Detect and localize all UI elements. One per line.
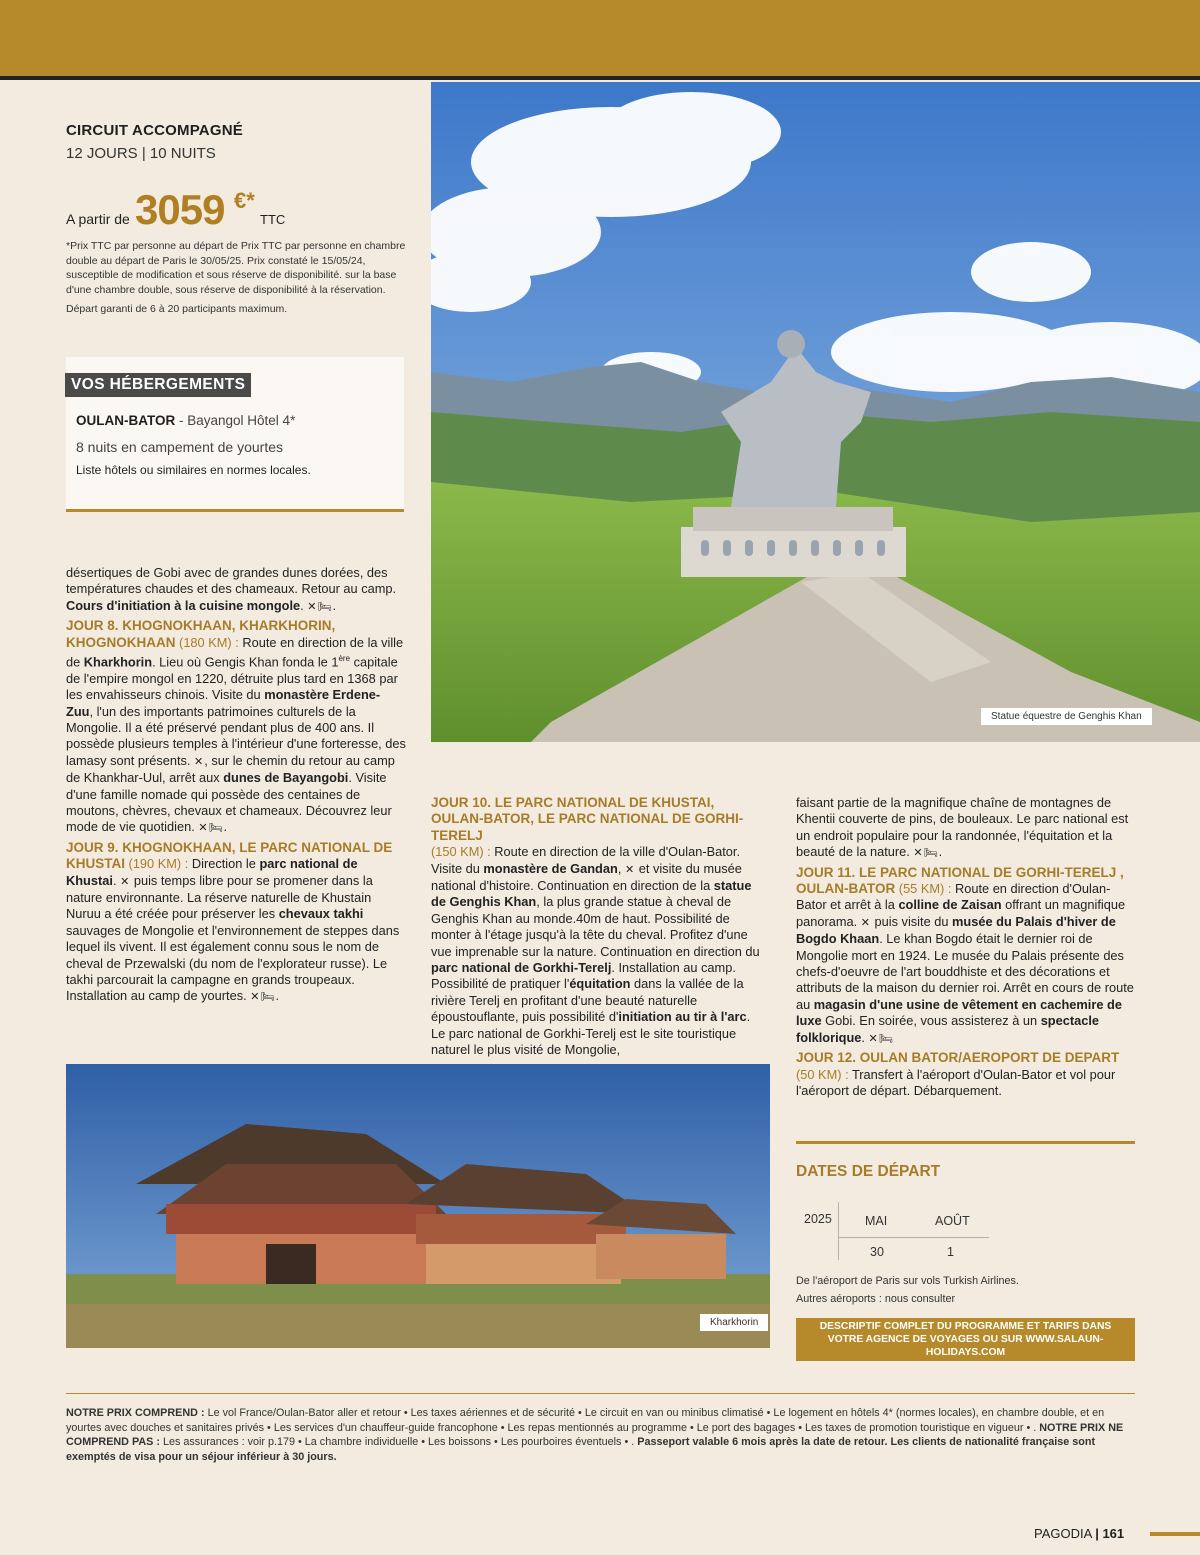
day10-heading: JOUR 10. LE PARC NATIONAL DE KHUSTAI, OULAN-BATOR, LE PARC NATIONAL DE GORHI-TERELJ	[431, 795, 744, 843]
bed-icon: 🛏	[923, 847, 939, 860]
text-run: . Le parc national de Gorkhi-Terelj est le site touristique naturel le plus visité de Mongolie,	[431, 1009, 751, 1058]
price-suffix: TTC	[260, 212, 286, 227]
text-run: , la plus grande statue à cheval de Genghis Khan au monde.40m de haut. Possibilité de monter à l'étage jusqu'à la tête du cheval. Profitez d'une vue imprenable sur la nature. Continuation en direction du	[431, 894, 760, 959]
dates-heading: DATES DE DÉPART	[796, 1163, 941, 1180]
meal-icon: ✕	[120, 875, 131, 888]
meal-icon: ✕	[307, 600, 318, 613]
text-run: Route en direction d'Oulan-Bator et arrêt à la	[796, 881, 1111, 913]
text-run: et visite du musée national d'histoire. Continuation en direction de la	[431, 860, 742, 894]
column-1	[66, 565, 406, 1006]
text-bold: chevaux takhi	[278, 906, 364, 922]
kharkhorin-caption: Kharkhorin	[700, 1314, 768, 1331]
day12-heading: JOUR 12. OULAN BATOR/AEROPORT DE DEPART	[796, 1050, 1120, 1066]
day12-paragraph	[796, 1050, 1135, 1099]
price-conditions	[66, 1406, 1135, 1464]
meal-icon: ✕	[868, 1032, 879, 1045]
text-run: puis visite du	[870, 913, 953, 929]
hebergements-note: Liste hôtels ou similaires en normes locales.	[76, 463, 311, 477]
day9-heading: JOUR 9. KHOGNOKHAAN, LE PARC NATIONAL DE KHUSTAI	[66, 839, 393, 872]
folio-brand: PAGODIA	[1034, 1526, 1092, 1541]
folio-separator: |	[1095, 1526, 1099, 1541]
text-bold: spectacle folklorique	[796, 1013, 1100, 1045]
text-run: faisant partie de la magnifique chaîne de montagnes de Khentii couverte de pins, de bouleaux. Le parc national est un endroit populaire pour la randonnée, l'équitation et la beauté de la nature.	[796, 795, 1129, 860]
column-3	[796, 795, 1135, 1099]
day11-paragraph	[796, 865, 1135, 1047]
dates-rule	[796, 1141, 1135, 1144]
dates-month-1: MAI	[865, 1214, 888, 1228]
agency-line-1: DESCRIPTIF COMPLET DU PROGRAMME ET TARIFS DANS	[819, 1321, 1112, 1332]
text-bold: monastère Erdene-Zuu	[66, 687, 381, 719]
text-run: Route en direction de la ville de	[66, 634, 404, 670]
folio	[1034, 1526, 1124, 1541]
circuit-duration: 12 JOURS | 10 NUITS	[66, 145, 216, 162]
page-number: 161	[1102, 1526, 1125, 1541]
text-run: , sur le chemin du retour au camp de Khankhar-Uul, arrêt aux	[66, 752, 395, 786]
dates-month-2: AOÛT	[935, 1214, 970, 1228]
hebergements-hotel-name: - Bayangol Hôtel 4*	[175, 413, 296, 428]
agency-line-2: VOTRE AGENCE DE VOYAGES OU SUR WWW.SALAUN-HOLIDAYS.COM	[827, 1334, 1104, 1358]
price-currency: €*	[234, 188, 255, 213]
text-bold: dunes de Bayangobi	[223, 770, 349, 786]
meal-icon: ✕	[860, 916, 871, 929]
text-run: . Installation au camp. Possibilité de pratiquer l'	[431, 960, 736, 992]
hebergements-city: OULAN-BATOR	[76, 413, 176, 428]
price-note: *Prix TTC par personne au départ de Prix TTC par personne en chambre double au départ de Paris le 30/05/25. Prix constaté le 15/05/24, susceptible de modification et sous réserve de disponibilité. sur la base d'une chambre double, sous réserve de disponibilité à la réservation.	[66, 240, 406, 296]
text-run: Direction le	[191, 856, 260, 872]
day12-distance: (50 KM) :	[796, 1066, 852, 1082]
text-bold: parc national de Khustai	[66, 856, 358, 888]
statue-photo	[431, 82, 1200, 742]
text-bold: monastère de Gandan	[483, 860, 618, 876]
dates-year: 2025	[804, 1212, 832, 1226]
text-run: offrant un magnifique panorama.	[796, 897, 1126, 929]
text-run: Transfert à l'aéroport d'Oulan-Bator et vol pour l'aéroport de départ. Débarquement.	[796, 1066, 1116, 1098]
text-run: .	[112, 872, 121, 888]
dates-day-2: 1	[947, 1245, 954, 1259]
passport-note: Passeport valable 6 mois après la date de retour. Les clients de nationalité française sont exemptés de visa pour un séjour inférieur à 30 jours.	[66, 1436, 1096, 1463]
day8-distance: (180 KM) :	[175, 634, 243, 650]
text-bold: équitation	[569, 976, 631, 992]
price-block	[66, 186, 396, 232]
text-run: . Le khan Bogdo était le dernier roi de Mongolie mort en 1924. Le musée du Palais présente des chefs-d'oeuvre de l'art bouddhiste et des décorations et attributs de la maison du dernier roi. Arrêt en cours de route au	[796, 931, 1134, 1012]
agency-banner	[796, 1318, 1135, 1361]
statue-caption: Statue équestre de Genghis Khan	[981, 708, 1152, 725]
text-bold: colline de Zaisan	[898, 897, 1002, 913]
dates-note-flights: De l'aéroport de Paris sur vols Turkish Airlines.	[796, 1275, 1019, 1287]
text-run: . Lieu où Gengis Khan fonda le 1	[152, 654, 339, 670]
text-run: puis temps libre pour se promener dans la nature environnante. La réserve naturelle de Khustain Nuruu a été créée pour préserver les	[66, 872, 373, 922]
dates-divider	[838, 1202, 839, 1260]
ne-comprend-text: Les assurances : voir p.179 • La chambre individuelle • Les boissons • Les pourboires éventuels • .	[162, 1436, 638, 1448]
folio-bar	[1150, 1532, 1200, 1536]
text-bold: Cours d'initiation à la cuisine mongole	[66, 597, 301, 613]
day11-heading: JOUR 11. LE PARC NATIONAL DE GORHI-TERELJ , OULAN-BATOR	[796, 864, 1124, 897]
departure-note: Départ garanti de 6 à 20 participants maximum.	[66, 303, 288, 315]
footer-rule	[66, 1393, 1135, 1394]
text-bold: musée du Palais d'hiver de Bogdo Khaan	[796, 913, 1116, 947]
text-bold: initiation au tir à l'arc	[618, 1009, 747, 1025]
bed-icon: 🛏	[317, 600, 333, 613]
day10-distance: (150 KM) :	[431, 844, 495, 860]
price-value: 3059	[135, 186, 225, 233]
text-run: .	[300, 597, 304, 613]
kharkhorin-photo	[66, 1064, 770, 1348]
bed-icon: 🛏	[878, 1032, 894, 1045]
day8-heading: JOUR 8. KHOGNOKHAAN, KHARKHORIN, KHOGNOKHAAN	[66, 618, 336, 650]
text-run: ,	[617, 860, 625, 876]
bed-icon: 🛏	[208, 822, 224, 835]
meal-icon: ✕	[198, 822, 209, 835]
day10-continuation: faisant partie de la magnifique chaîne de montagnes de Khentii couverte de pins, de bouleaux. Le parc national est un endroit populaire pour la randonnée, l'équitation et la beauté de la nature. ✕🛏.	[796, 795, 1129, 860]
text-run: capitale de l'empire mongol en 1220, détruite plus tard en 1368 par les envahisseurs chinois. Visite du	[66, 654, 398, 703]
circuit-title: CIRCUIT ACCOMPAGNÉ	[66, 122, 243, 139]
hebergements-heading: VOS HÉBERGEMENTS	[65, 373, 251, 397]
meal-icon: ✕	[250, 991, 261, 1004]
meal-icon: ✕	[194, 755, 205, 768]
text-bold: parc national de Gorkhi-Terelj	[431, 960, 612, 976]
day8-paragraph: JOUR 8. KHOGNOKHAAN, KHARKHORIN, KHOGNOKHAAN (180 KM) : Route en direction de la ville de Kharkhorin. Lieu où Gengis Khan fonda le 1ère capitale de l'empire mongol en 1220, détruite plus tard en 1368 par les envahisseurs chinois. Visite du monastère Erdene-Zuu, l'un des importants patrimoines culturels de la Mongolie. Il a été préservé pendant plus de 400 ans. Il possède plusieurs temples à l'intérieur d'une forteresse, des lamasy sont présents. ✕, sur le chemin du retour au camp de Khankhar-Uul, arrêt aux dunes de Bayangobi. Visite d'une famille nomade qui possède des centaines de moutons, chèvres, chevaux et chameaux. Découvrez leur mode de vie quotidien. ✕🛏.	[66, 618, 406, 835]
day7-continuation: désertiques de Gobi avec de grandes dunes dorées, des températures chaudes et des chameaux. Retour au camp. Cours d'initiation à la cuisine mongole. ✕🛏.	[66, 565, 397, 613]
text-bold: Kharkhorin	[83, 654, 153, 670]
day10-paragraph	[431, 795, 765, 1059]
text-bold: statue de Genghis Khan	[431, 878, 752, 910]
text-run: . Visite d'une famille nomade qui possède des centaines de moutons, chèvres, chevaux et chameaux. Découvrez leur mode de vie quotidien.	[66, 770, 392, 835]
dates-table	[796, 1196, 989, 1276]
text-run: sauvages de Mongolie et l'environnement de steppes dans lequel ils vivent. Il est également connu sous le nom de cheval de Przewalski (du nom de l'explorateur russe). Le takhi parcourait la campagne en grands troupeaux. Installation au camp de yourtes.	[66, 922, 400, 1004]
hebergements-hotel	[76, 413, 295, 428]
day9-distance: (190 KM) :	[125, 856, 192, 872]
dates-note-airports: Autres aéroports : nous consulter	[796, 1293, 956, 1305]
day9-paragraph: JOUR 9. KHOGNOKHAAN, LE PARC NATIONAL DE KHUSTAI (190 KM) : Direction le parc national de Khustai. ✕ puis temps libre pour se promener dans la nature environnante. La réserve naturelle de Khustain Nuruu a été créée pour préserver les chevaux takhi sauvages de Mongolie et l'environnement de steppes dans lequel ils vivent. Il est également connu sous le nom de cheval de Przewalski (du nom de l'explorateur russe). Le takhi parcourait la campagne en grands troupeaux. Installation au camp de yourtes. ✕🛏.	[66, 839, 400, 1004]
hebergements-box	[66, 357, 404, 512]
text-run: Gobi. En soirée, vous assisterez à un	[821, 1013, 1041, 1029]
bed-icon: 🛏	[260, 991, 276, 1004]
ne-comprend-label: NOTRE PRIX NE COMPREND PAS :	[66, 1421, 1124, 1448]
text-run: , l'un des importants patrimoines culturels de la Mongolie. Il a été préservé pendant plus de 400 ans. Il possède plusieurs temples à l'intérieur d'une forteresse, des lamasy sont présents.	[66, 703, 406, 768]
column-2	[431, 795, 765, 1059]
meal-icon: ✕	[624, 863, 636, 876]
text-run: Route en direction de la ville d'Oulan-Bator. Visite du	[431, 844, 741, 876]
comprend-label: NOTRE PRIX COMPREND :	[66, 1407, 208, 1419]
text-run: désertiques de Gobi avec de grandes dunes dorées, des températures chaudes et des chameaux. Retour au camp.	[66, 565, 397, 597]
price-prefix: A partir de	[66, 211, 130, 227]
day11-distance: (55 KM) :	[895, 881, 955, 897]
text-run: .	[861, 1029, 865, 1045]
dates-rule-row	[838, 1237, 989, 1238]
text-sup: ère	[338, 654, 351, 664]
dates-day-1: 30	[870, 1245, 884, 1259]
text-run: dans la vallée de la rivière Terelj en profitant d'une beauté naturelle époustouflante, puis possibilité d'	[431, 976, 744, 1025]
text-bold: magasin d'une usine de vêtement en cachemire de luxe	[796, 996, 1122, 1029]
comprend-text: Le vol France/Oulan-Bator aller et retour • Les taxes aériennes et de sécurité • Le circuit en van ou minibus climatisé • Le logement en hôtels 4* (normes locales), en chambre double, et en yourtes avec douches et sanitaires privés • Les services d'un chauffeur-guide francophone • Les repas mentionnés au programme • Le port des bagages • Les taxes de promotion touristique en vigueur • .	[66, 1407, 1105, 1434]
hebergements-camp: 8 nuits en campement de yourtes	[76, 439, 284, 455]
meal-icon: ✕	[913, 847, 924, 860]
top-color-band	[0, 0, 1200, 80]
